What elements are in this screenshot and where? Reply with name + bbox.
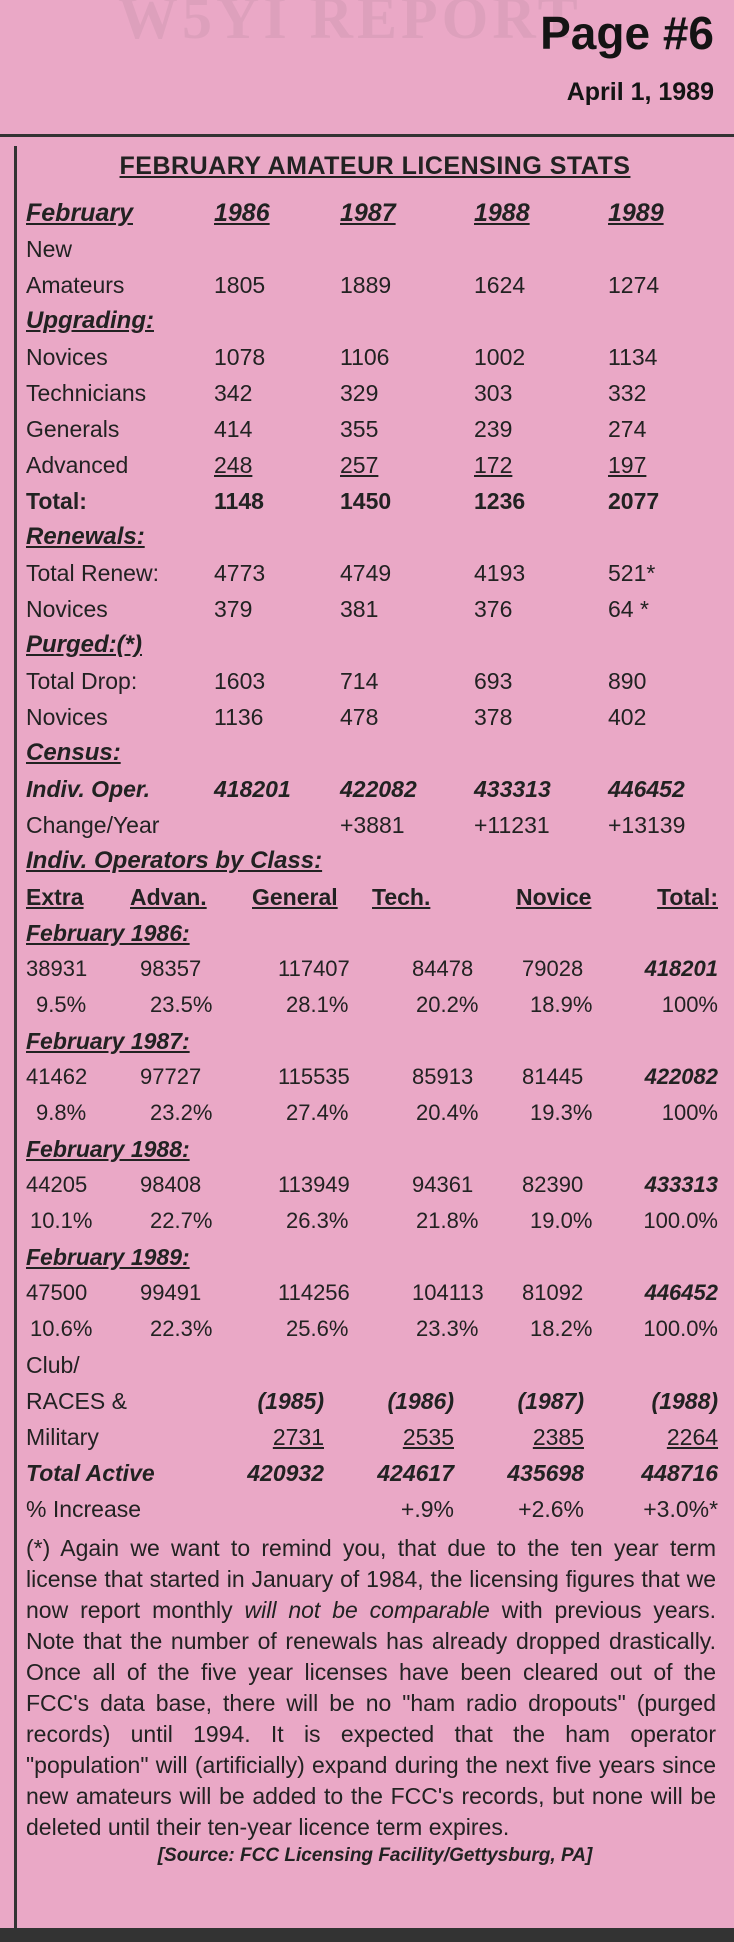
total-row <box>26 483 724 519</box>
table-row <box>26 987 724 1023</box>
table-cell: 381 <box>340 595 379 622</box>
table-cell: +3881 <box>340 811 405 838</box>
table-cell: 378 <box>474 703 513 730</box>
table-cell: 424617 <box>377 1459 454 1486</box>
table-cell: 1274 <box>608 271 660 298</box>
table-cell: 1624 <box>474 271 526 298</box>
table-cell: 332 <box>608 379 647 406</box>
table-cell: 1805 <box>214 271 266 298</box>
year-heading: February 1989: <box>26 1243 190 1270</box>
row-label: Technicians <box>26 379 147 406</box>
column-header: Novice <box>516 883 592 910</box>
table-cell: 117407 <box>278 956 350 981</box>
table-cell: 28.1% <box>286 992 349 1017</box>
table-cell: 303 <box>474 379 513 406</box>
table-cell: 433313 <box>474 775 551 802</box>
table-cell: 1889 <box>340 271 392 298</box>
table-cell: 18.9% <box>530 992 593 1017</box>
table-cell: 4749 <box>340 559 392 586</box>
table-cell: 23.3% <box>416 1316 479 1341</box>
table-cell: 418201 <box>644 956 718 981</box>
table-cell: 26.3% <box>286 1208 349 1233</box>
table-cell: 21.8% <box>416 1208 479 1233</box>
table-cell: 239 <box>474 415 513 442</box>
table-row <box>26 375 724 411</box>
table-cell: 10.1% <box>30 1208 93 1233</box>
table-row <box>26 1203 724 1239</box>
table-cell: 98408 <box>140 1172 202 1197</box>
table-cell: 422082 <box>340 775 417 802</box>
row-label: Generals <box>26 415 120 442</box>
footnote-paragraph <box>26 1533 716 1843</box>
table-cell: +.9% <box>400 1495 454 1522</box>
table-cell: 98357 <box>140 956 202 981</box>
table-cell: 20.4% <box>416 1100 479 1125</box>
table-cell: 44205 <box>26 1172 88 1197</box>
table-cell: 82390 <box>522 1172 584 1197</box>
table-row <box>26 339 724 375</box>
table-cell: 94361 <box>412 1172 474 1197</box>
table-cell: 97727 <box>140 1064 202 1089</box>
table-cell: 355 <box>340 415 379 442</box>
table-row <box>26 807 724 843</box>
table-cell: 4193 <box>474 559 526 586</box>
column-header: February <box>26 198 133 227</box>
table-cell: 10.6% <box>30 1316 93 1341</box>
table-cell: 714 <box>340 667 379 694</box>
section-heading-row <box>26 735 724 771</box>
table-row <box>26 951 724 987</box>
table-cell: (1986) <box>387 1387 454 1414</box>
section-heading-row <box>26 843 724 879</box>
table-cell: 693 <box>474 667 513 694</box>
table-cell: 99491 <box>140 1280 202 1305</box>
table-cell: 402 <box>608 703 647 730</box>
table-row <box>26 1275 724 1311</box>
table-cell: (1985) <box>257 1387 324 1414</box>
column-header: 1989 <box>608 198 664 227</box>
table-row <box>26 267 724 303</box>
table-row <box>26 771 724 807</box>
table-cell: 47500 <box>26 1280 88 1305</box>
row-label: Novices <box>26 595 108 622</box>
table-row <box>26 555 724 591</box>
column-header: 1986 <box>214 198 270 227</box>
table-cell: 114256 <box>278 1280 350 1305</box>
table-cell: 448716 <box>641 1459 719 1486</box>
table-cell: 84478 <box>412 956 474 981</box>
row-label: Total Active <box>26 1459 155 1486</box>
table-cell: 4773 <box>214 559 266 586</box>
source-citation: [Source: FCC Licensing Facility/Gettysburg, PA] <box>157 1845 593 1866</box>
table-cell: 248 <box>214 451 253 478</box>
table-row <box>26 699 724 735</box>
table-cell: 100% <box>661 1100 718 1125</box>
row-label: Advanced <box>26 451 129 478</box>
footnote-emphasis: will not be comparable <box>244 1597 490 1623</box>
table-cell: 27.4% <box>286 1100 349 1125</box>
table-cell: 1148 <box>214 487 264 514</box>
table-cell: 2731 <box>272 1423 324 1450</box>
year-heading-row <box>26 1023 724 1059</box>
table-cell: 23.2% <box>150 1100 213 1125</box>
column-header: Advan. <box>130 883 207 910</box>
year-heading-row <box>26 1239 724 1275</box>
table-cell: 197 <box>608 451 647 478</box>
row-label: Total Drop: <box>26 667 138 694</box>
column-header: General <box>252 883 338 910</box>
table-cell: 2264 <box>666 1423 719 1450</box>
table-row <box>26 1095 724 1131</box>
column-header: 1988 <box>474 198 530 227</box>
article <box>26 146 724 1867</box>
column-header: Tech. <box>372 883 431 910</box>
table-cell: 433313 <box>644 1172 718 1197</box>
table-cell: 274 <box>608 415 647 442</box>
table-cell: 22.7% <box>150 1208 213 1233</box>
table-row <box>26 1383 724 1419</box>
section-heading-row <box>26 303 724 339</box>
footnote-text: with previous years. Note that the number of renewals has already dropped drastically. Once all of the five year licenses have been cleared out of the FCC's data base, there will be no "ham radio dropouts" (purged records) until 1994. It is expected that the ham operator "population" will (artificially) expand during the next five years since new amateurs will be added to the FCC's records, but none will be deleted until their ten-year licence term expires. <box>26 1597 717 1840</box>
year-heading-row <box>26 1131 724 1167</box>
table-cell: 379 <box>214 595 253 622</box>
table-cell: 100.0% <box>643 1316 718 1341</box>
section-heading: Purged:(*) <box>26 631 142 658</box>
table-cell: 1078 <box>214 343 266 370</box>
table-cell: 23.5% <box>150 992 213 1017</box>
table-cell: 100.0% <box>643 1208 718 1233</box>
table-cell: 19.3% <box>530 1100 593 1125</box>
table-cell: 9.8% <box>36 1100 87 1125</box>
table-cell <box>208 1491 330 1527</box>
footnote-text: (*) Again we want to remind you, that due to the ten year term license that started in January of 1984, the licensing figures that we now report monthly <box>26 1535 716 1623</box>
table-row <box>26 231 724 267</box>
table-cell <box>190 807 316 843</box>
total-row <box>26 1455 724 1491</box>
issue-date: April 1, 1989 <box>566 78 714 106</box>
table-row <box>26 1311 724 1347</box>
bottom-rule <box>0 1928 734 1942</box>
table-row <box>26 1491 724 1527</box>
table-row <box>26 663 724 699</box>
table-cell: 64 * <box>608 595 649 622</box>
table-cell: 18.2% <box>530 1316 593 1341</box>
page-number: Page #6 <box>540 7 714 59</box>
table-row <box>26 1347 724 1383</box>
table-row <box>26 591 724 627</box>
table-cell: 422082 <box>644 1064 718 1089</box>
club-races-military-table <box>26 1347 724 1527</box>
table-cell: 22.3% <box>150 1316 213 1341</box>
row-label: Indiv. Oper. <box>26 775 150 802</box>
table-cell: 115535 <box>278 1064 350 1089</box>
table-cell: 81445 <box>522 1064 584 1089</box>
header-rule <box>0 134 734 137</box>
table-cell: 1002 <box>474 343 526 370</box>
table-row <box>26 447 724 483</box>
table-cell: 1106 <box>340 343 390 370</box>
year-heading: February 1988: <box>26 1135 190 1162</box>
table-header-row <box>26 879 724 915</box>
table-cell: 1134 <box>608 343 658 370</box>
table-cell: 113949 <box>278 1172 350 1197</box>
table-cell: 446452 <box>644 1280 718 1305</box>
column-header: Extra <box>26 883 84 910</box>
row-label: Change/Year <box>26 811 160 838</box>
year-heading: February 1987: <box>26 1027 190 1054</box>
table-cell: 2535 <box>402 1423 454 1450</box>
section-heading: Indiv. Operators by Class: <box>26 847 323 874</box>
row-label: Military <box>26 1423 99 1450</box>
table-cell: 376 <box>474 595 513 622</box>
table-cell: 420932 <box>247 1459 324 1486</box>
table-cell: 1450 <box>340 487 392 514</box>
table-cell: 100% <box>661 992 718 1017</box>
operators-by-class-table <box>26 879 724 1347</box>
section-heading: Census: <box>26 739 121 766</box>
table-cell: 41462 <box>26 1064 88 1089</box>
row-label: % Increase <box>26 1495 142 1522</box>
table-cell: 446452 <box>608 775 685 802</box>
table-cell: 1136 <box>214 703 264 730</box>
table-cell: +3.0%* <box>643 1495 719 1522</box>
table-cell: 257 <box>340 451 379 478</box>
row-label: Amateurs <box>26 271 125 298</box>
table-cell: 20.2% <box>416 992 479 1017</box>
column-header: Total: <box>657 883 718 910</box>
table-cell: 2385 <box>532 1423 584 1450</box>
licensing-stats-table <box>26 195 724 879</box>
table-cell: 79028 <box>522 956 584 981</box>
table-row <box>26 1167 724 1203</box>
table-cell: 9.5% <box>36 992 87 1017</box>
table-cell: 85913 <box>412 1064 474 1089</box>
table-cell: 172 <box>474 451 513 478</box>
table-cell: 418201 <box>214 775 291 802</box>
row-label: Novices <box>26 703 108 730</box>
table-cell: 19.0% <box>530 1208 593 1233</box>
table-cell: 1603 <box>214 667 266 694</box>
table-cell: +2.6% <box>518 1495 584 1522</box>
row-label: Novices <box>26 343 108 370</box>
table-cell: 414 <box>214 415 253 442</box>
article-title: FEBRUARY AMATEUR LICENSING STATS <box>119 152 631 180</box>
row-label: New <box>26 235 73 262</box>
table-cell: 2077 <box>608 487 660 514</box>
table-cell: 38931 <box>26 956 88 981</box>
table-row <box>26 1059 724 1095</box>
table-cell: 342 <box>214 379 253 406</box>
section-heading: Upgrading: <box>26 307 154 334</box>
table-cell: 329 <box>340 379 379 406</box>
table-row <box>26 411 724 447</box>
faded-masthead-bleedthrough: W5YI REPORT <box>118 0 582 51</box>
year-heading: February 1986: <box>26 919 190 946</box>
table-cell: 104113 <box>412 1280 484 1305</box>
table-cell: 478 <box>340 703 379 730</box>
year-heading-row <box>26 915 724 951</box>
table-cell: (1987) <box>517 1387 584 1414</box>
page-header <box>0 0 734 146</box>
column-header: 1987 <box>340 198 396 227</box>
section-heading: Renewals: <box>26 523 145 550</box>
table-header-row <box>26 195 724 231</box>
row-label: Total: <box>26 487 87 514</box>
row-label: Club/ <box>26 1351 80 1378</box>
section-heading-row <box>26 519 724 555</box>
table-cell: 521* <box>608 559 656 586</box>
left-column-rule <box>14 146 17 1928</box>
row-label: RACES & <box>26 1387 127 1414</box>
section-heading-row <box>26 627 724 663</box>
table-cell: 1236 <box>474 487 526 514</box>
table-cell: 25.6% <box>286 1316 349 1341</box>
table-row <box>26 1419 724 1455</box>
table-cell: +13139 <box>608 811 686 838</box>
row-label: Total Renew: <box>26 559 159 586</box>
table-cell: 435698 <box>507 1459 584 1486</box>
table-cell: +11231 <box>474 811 550 838</box>
table-cell: 81092 <box>522 1280 584 1305</box>
table-cell: (1988) <box>651 1387 719 1414</box>
table-cell: 890 <box>608 667 647 694</box>
